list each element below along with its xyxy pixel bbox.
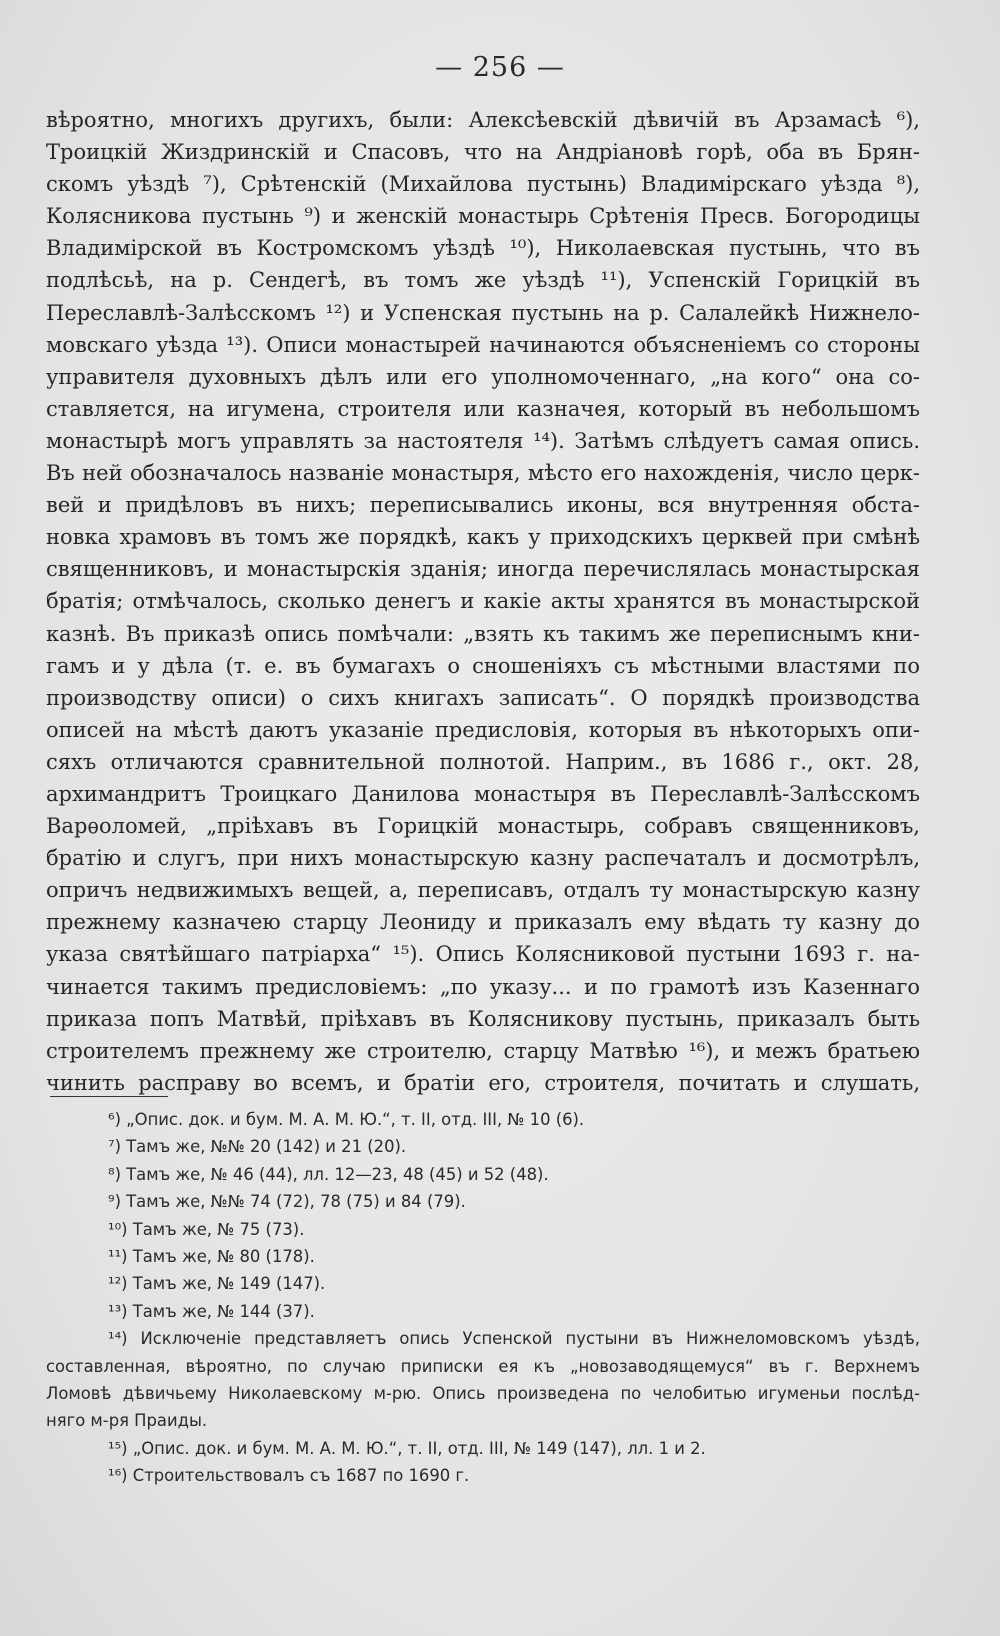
body-line: прежнему казначею старцу Леониду и приказалъ ему вѣдать ту казну до <box>46 910 920 935</box>
body-line: монастырѣ могъ управлять за настоятеля ¹⁴). Затѣмъ слѣдуетъ самая опись. <box>46 428 920 453</box>
footnote: ¹⁴) Исключеніе представляетъ опись Успенской пустыни въ Нижнеломовскомъ уѣздѣ, <box>108 1329 920 1349</box>
footnote: составленная, вѣроятно, по случаю приписки ея къ „новозаводящемуся“ въ г. Верхнемъ <box>46 1356 920 1376</box>
body-line: сяхъ отличаются сравнительной полнотой. Наприм., въ 1686 г., окт. 28, <box>46 749 920 774</box>
body-line: ставляется, на игумена, строителя или казначея, который въ небольшомъ <box>46 396 920 421</box>
body-line: чинить расправу во всемъ, и братіи его, строителя, почитать и слушать, <box>46 1070 920 1095</box>
body-line: опричъ недвижимыхъ вещей, а, переписавъ, отдалъ ту монастырскую казну <box>46 878 920 903</box>
body-text <box>46 104 920 1099</box>
footnote: ⁷) Тамъ же, №№ 20 (142) и 21 (20). <box>108 1137 407 1157</box>
footnotes <box>46 1106 920 1489</box>
footnote: ¹¹) Тамъ же, № 80 (178). <box>108 1246 315 1266</box>
body-line: подлѣсьѣ, на р. Сендегѣ, въ томъ же уѣздѣ ¹¹), Успенскій Горицкій въ <box>46 268 920 293</box>
body-line: Въ ней обозначалось названіе монастыря, мѣсто его нахожденія, число церк- <box>46 461 920 486</box>
body-line: Колясникова пустынь ⁹) и женскій монастырь Срѣтенія Пресв. Богородицы <box>46 204 920 229</box>
body-line: гамъ и у дѣла (т. е. въ бумагахъ о сношеніяхъ съ мѣстными властями по <box>46 653 920 678</box>
page-number: — 256 — <box>435 52 565 83</box>
footnote: Ломовѣ дѣвичьему Николаевскому м-рю. Опись произведена по челобитью игуменьи послѣд- <box>46 1383 920 1403</box>
body-line: управителя духовныхъ дѣлъ или его уполномоченнаго, „на кого“ она со- <box>46 364 920 389</box>
body-line: описей на мѣстѣ даютъ указаніе предисловія, которыя въ нѣкоторыхъ опи- <box>46 717 920 742</box>
body-line: Троицкій Жиздринскій и Спасовъ, что на Андріановѣ горѣ, оба въ Брян- <box>46 140 920 165</box>
footnote: ⁸) Тамъ же, № 46 (44), лл. 12—23, 48 (45) и 52 (48). <box>108 1164 549 1184</box>
body-line: мовскаго уѣзда ¹³). Описи монастырей начинаются объясненіемъ со стороны <box>46 332 920 357</box>
body-line: Владимірской въ Костромскомъ уѣздѣ ¹⁰), Николаевская пустынь, что въ <box>46 236 920 261</box>
body-line: скомъ уѣздѣ ⁷), Срѣтенскій (Михайлова пустынь) Владимірскаго уѣзда ⁸), <box>46 172 920 197</box>
body-line: приказа попъ Матвѣй, пріѣхавъ въ Колясникову пустынь, приказалъ быть <box>46 1006 920 1031</box>
body-line: священниковъ, и монастырскія зданія; иногда перечислялась монастырская <box>46 557 920 582</box>
footnote: ¹⁰) Тамъ же, № 75 (73). <box>108 1219 305 1239</box>
body-line: строителемъ прежнему же строителю, старцу Матвѣю ¹⁶), и межъ братьею <box>46 1038 920 1063</box>
body-line: указа святѣйшаго патріарха“ ¹⁵). Опись Колясниковой пустыни 1693 г. на- <box>46 942 920 967</box>
body-line: братія; отмѣчалось, сколько денегъ и какіе акты хранятся въ монастырской <box>46 589 920 614</box>
footnote: ¹⁵) „Опис. док. и бум. М. А. М. Ю.“, т. II, отд. III, № 149 (147), лл. 1 и 2. <box>108 1438 706 1458</box>
body-line: братію и слугъ, при нихъ монастырскую казну распечаталъ и досмотрѣлъ, <box>46 846 920 871</box>
footnote-rule <box>50 1096 168 1097</box>
body-line: Переславлѣ-Залѣсскомъ ¹²) и Успенская пустынь на р. Салалейкѣ Нижнело- <box>46 300 920 325</box>
body-line: вѣроятно, многихъ другихъ, были: Алексѣевскій дѣвичій въ Арзамасѣ ⁶), <box>46 108 920 132</box>
footnote: ¹²) Тамъ же, № 149 (147). <box>108 1274 326 1294</box>
body-line: производству описи) о сихъ книгахъ записать“. О порядкѣ производства <box>46 685 920 710</box>
footnote: няго м-ря Праиды. <box>46 1411 208 1431</box>
body-line: новка храмовъ въ томъ же порядкѣ, какъ у приходскихъ церквей при смѣнѣ <box>46 525 920 550</box>
body-line: Варѳоломей, „пріѣхавъ въ Горицкій монастырь, собравъ священниковъ, <box>46 814 920 839</box>
body-line: архимандритъ Троицкаго Данилова монастыря въ Переславлѣ-Залѣсскомъ <box>46 781 920 806</box>
body-line: казнѣ. Въ приказѣ опись помѣчали: „взять къ такимъ же переписнымъ кни- <box>46 621 920 646</box>
footnote: ¹³) Тамъ же, № 144 (37). <box>108 1301 315 1321</box>
footnote: ¹⁶) Строительствовалъ съ 1687 по 1690 г. <box>108 1466 470 1486</box>
footnote: ⁹) Тамъ же, №№ 74 (72), 78 (75) и 84 (79). <box>108 1192 466 1212</box>
body-line: вей и придѣловъ въ нихъ; переписывались иконы, вся внутренняя обста- <box>46 493 920 518</box>
body-line: чинается такимъ предисловіемъ: „по указу... и по грамотѣ изъ Казеннаго <box>46 974 920 999</box>
footnote: ⁶) „Опис. док. и бум. М. А. М. Ю.“, т. II, отд. III, № 10 (6). <box>108 1110 585 1129</box>
